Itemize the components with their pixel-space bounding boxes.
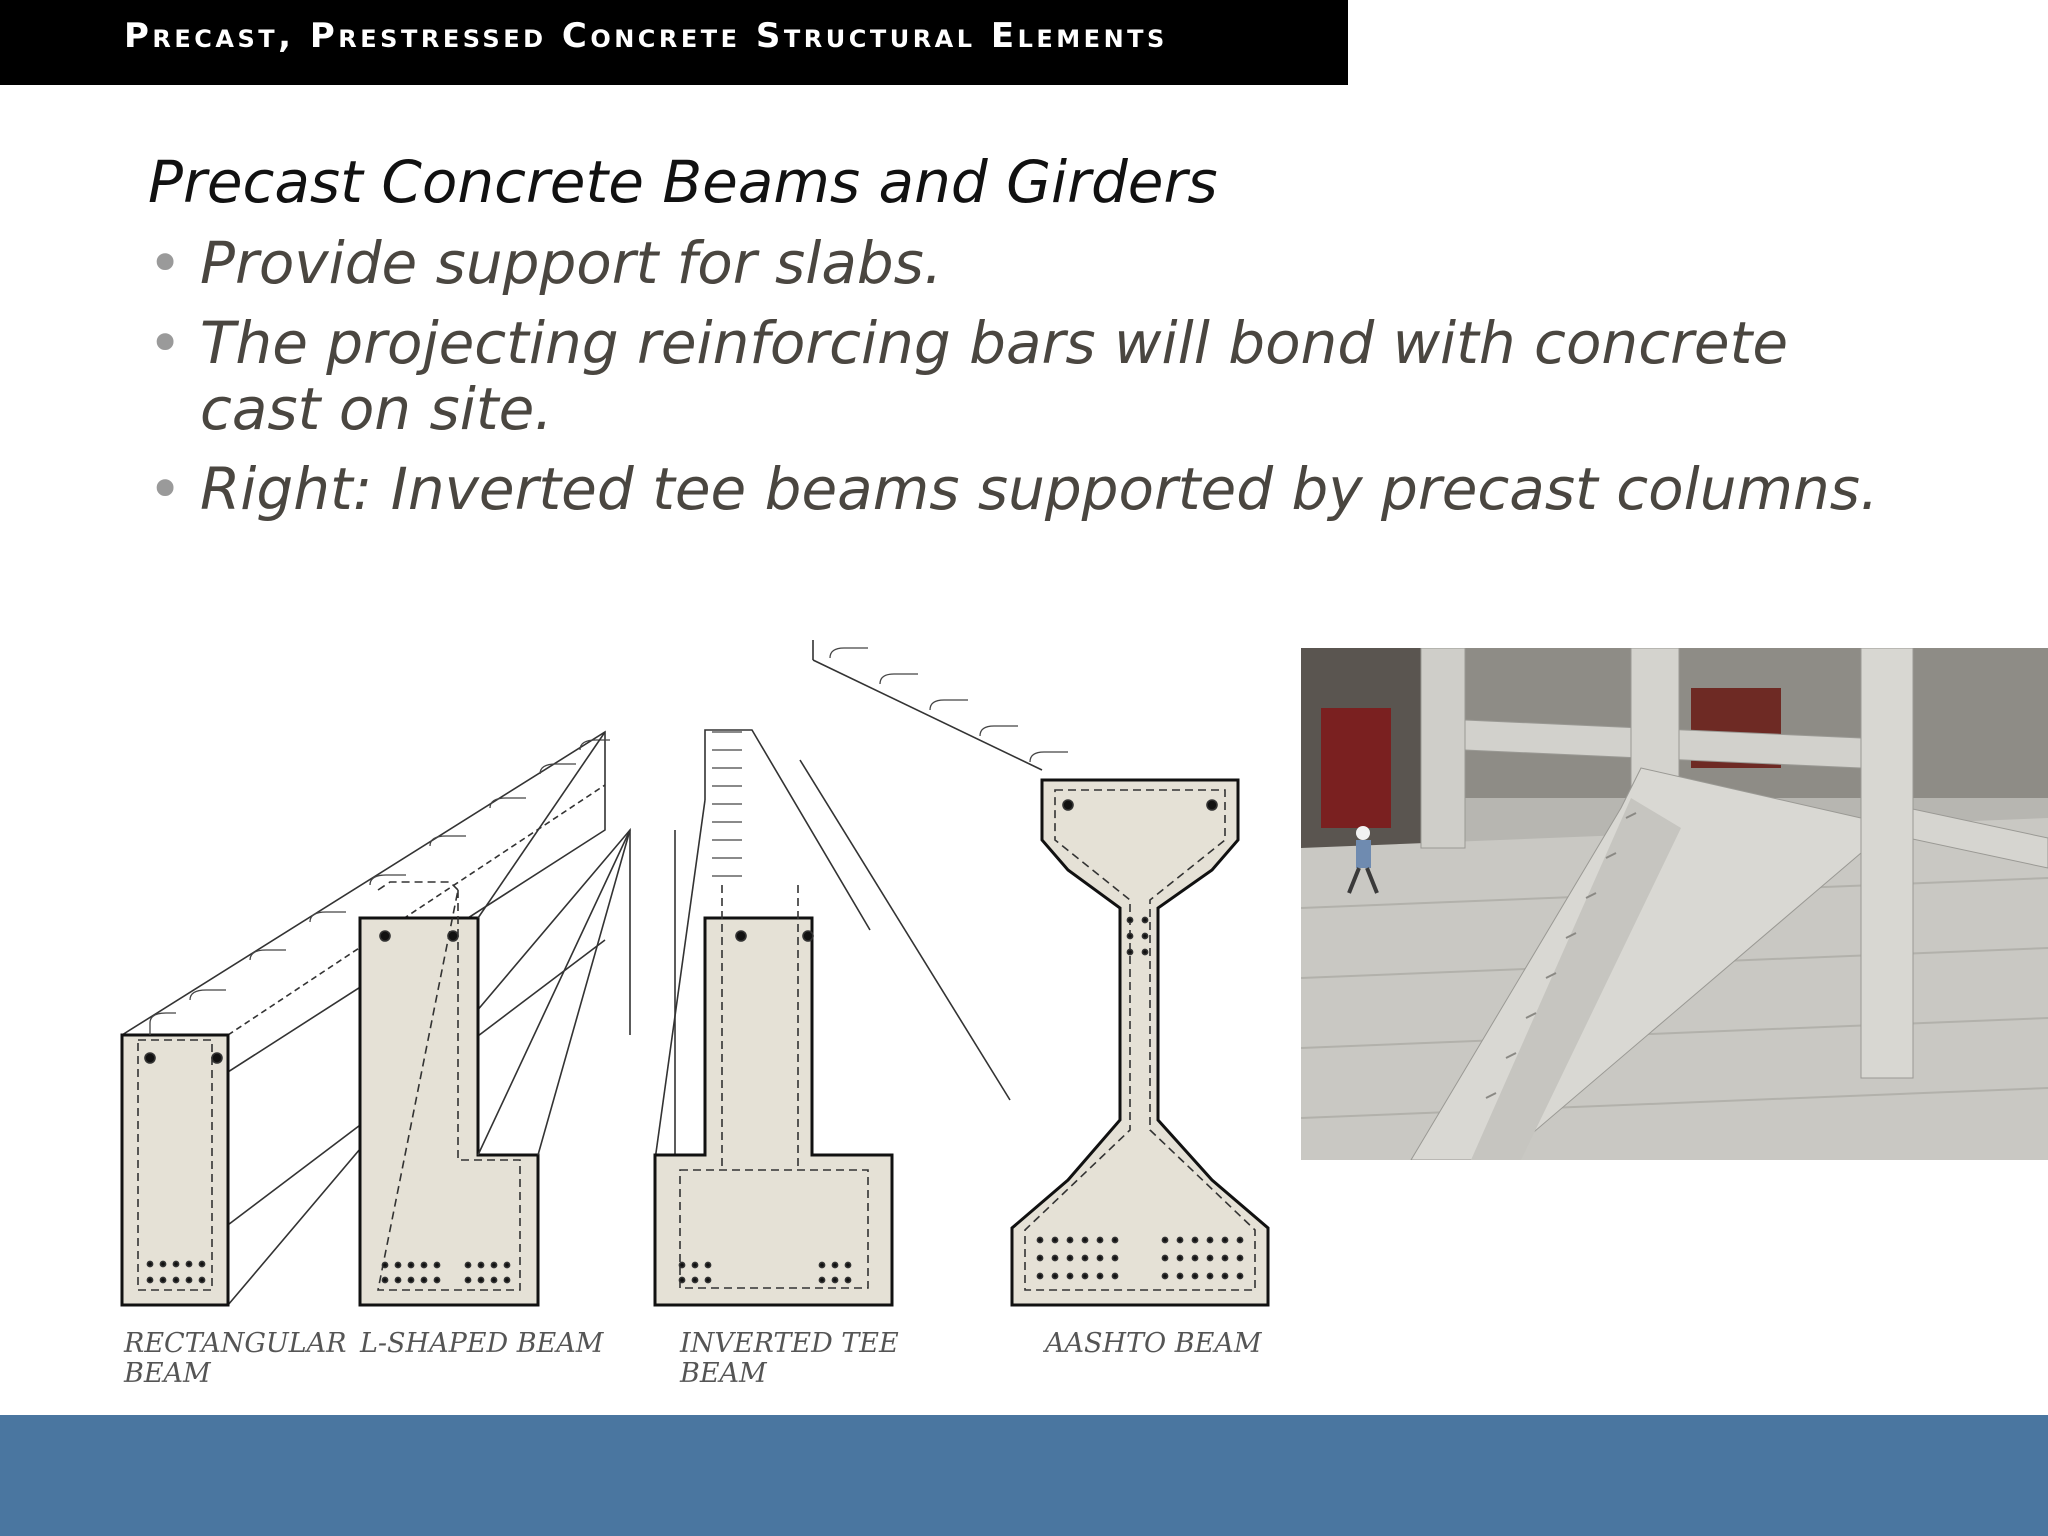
construction-photo xyxy=(1301,648,2048,1160)
slide-heading: Precast Concrete Beams and Girders xyxy=(148,148,1218,216)
bullet-text: Right: Inverted tee beams supported by precast columns. xyxy=(200,455,1879,523)
bullet-text: The projecting reinforcing bars will bond with concrete cast on site. xyxy=(200,309,1789,443)
footer-bar xyxy=(0,1415,2048,1536)
bullet-text: Provide support for slabs. xyxy=(200,229,943,297)
label-aashto-beam: AASHTO BEAM xyxy=(1045,1328,1262,1359)
label-inverted-tee-beam-line1: INVERTED TEE xyxy=(680,1328,899,1359)
header-bar xyxy=(0,0,1348,85)
label-inverted-tee-beam-line2: BEAM xyxy=(680,1358,767,1389)
bullet-dot-icon: • xyxy=(148,229,183,297)
label-l-shaped-beam: L-SHAPED BEAM xyxy=(360,1328,604,1359)
inverted-tee-beam xyxy=(655,730,892,1305)
bullet-item xyxy=(148,230,1908,296)
bullet-dot-icon: • xyxy=(148,455,183,523)
header-title: Precast, Prestressed Concrete Structural Elements xyxy=(124,16,1168,56)
bullet-list xyxy=(148,230,1908,536)
label-rectangular-beam-line1: RECTANGULAR xyxy=(124,1328,347,1359)
bullet-dot-icon: • xyxy=(148,309,183,377)
label-rectangular-beam-line2: BEAM xyxy=(124,1358,211,1389)
bullet-item xyxy=(148,456,1908,522)
bullet-item xyxy=(148,310,1908,442)
l-shaped-beam xyxy=(360,732,630,1305)
beam-types-diagram xyxy=(100,640,1280,1400)
